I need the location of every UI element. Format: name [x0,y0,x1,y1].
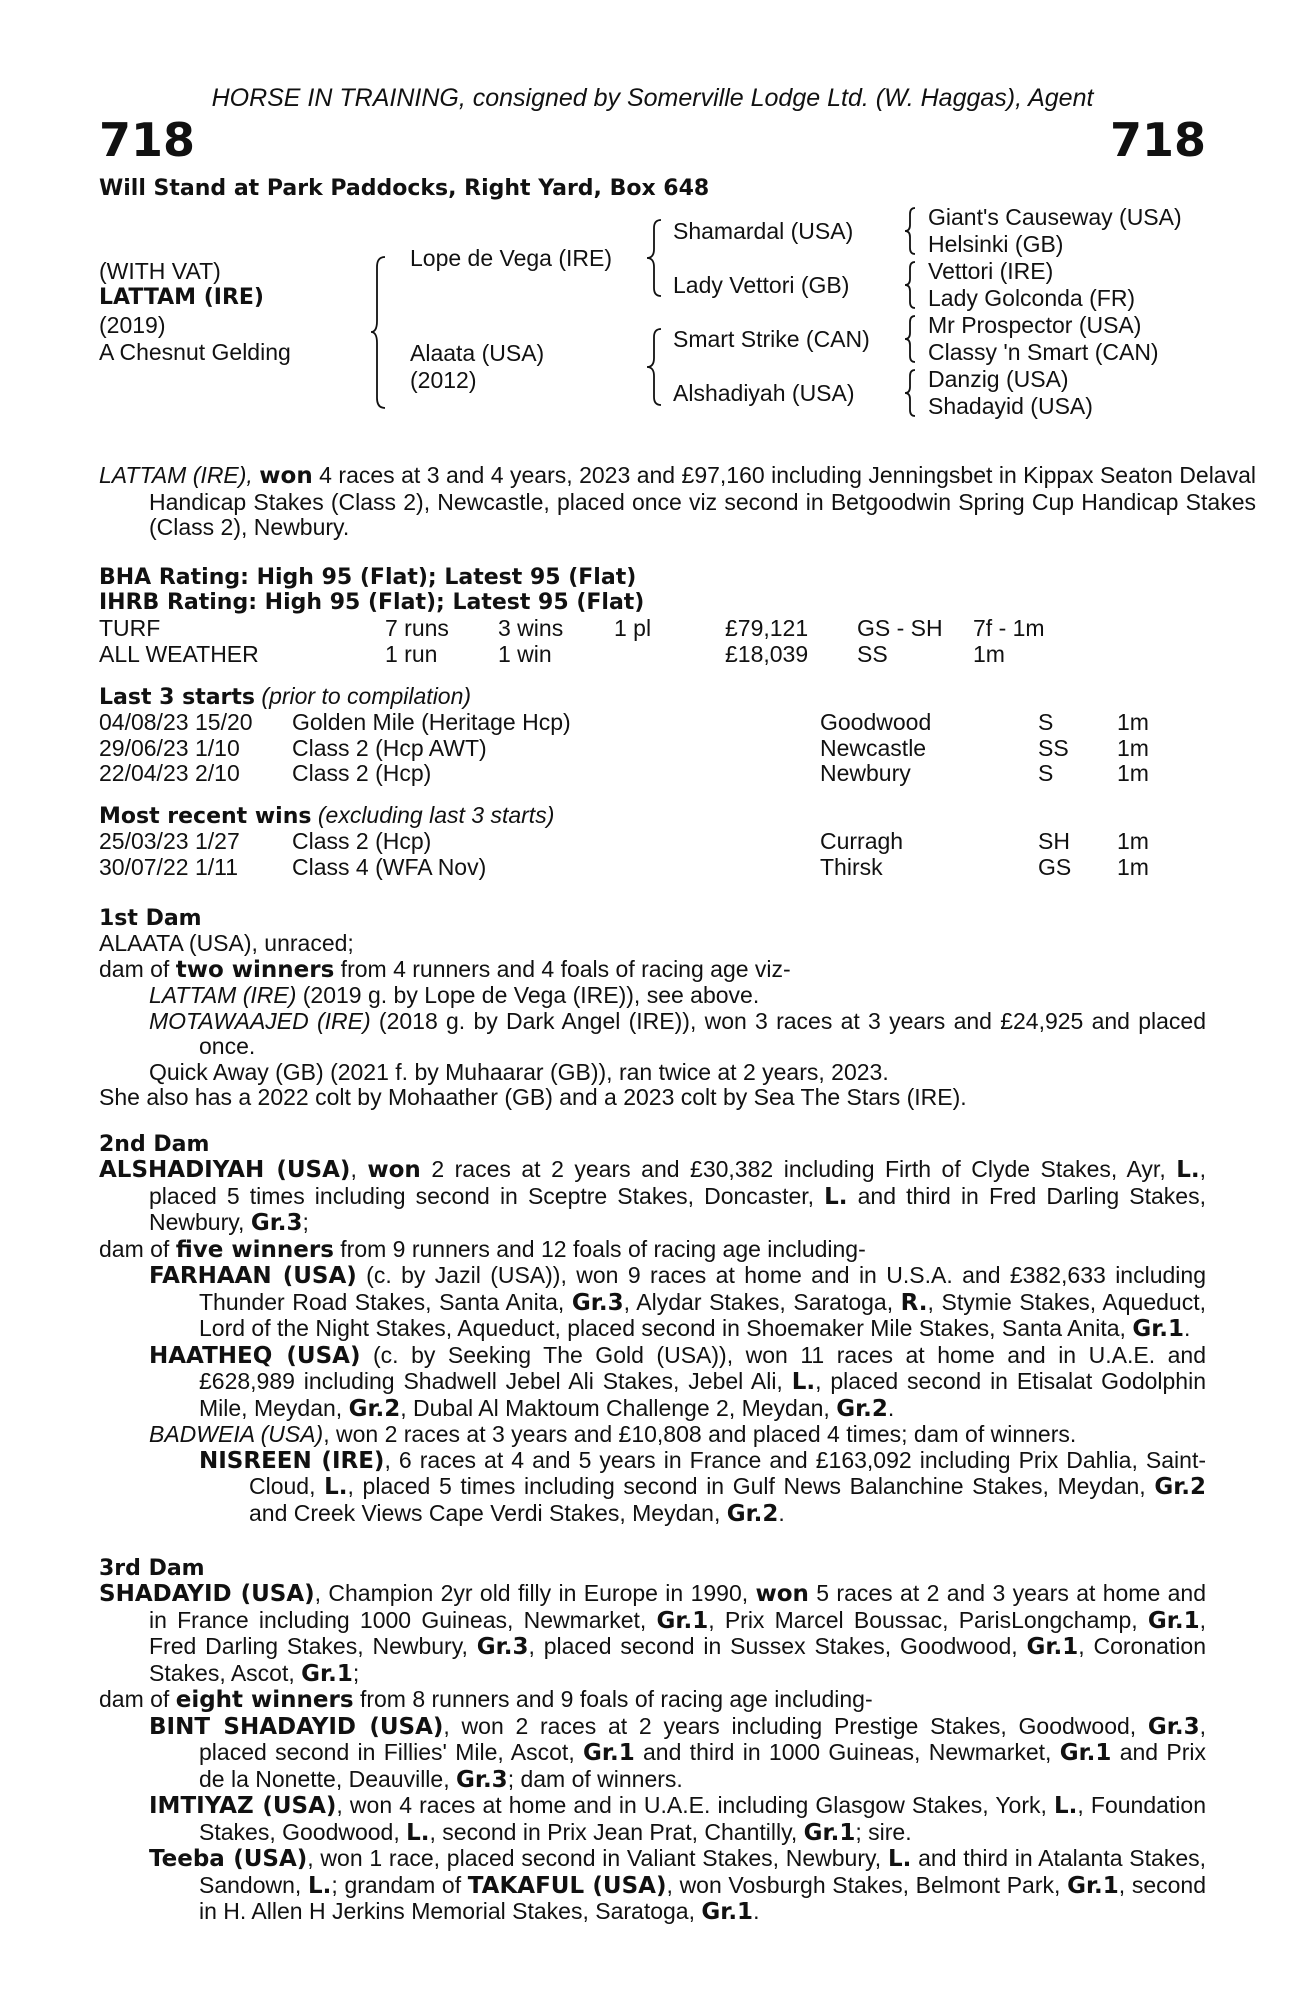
bha-rating: BHA Rating: High 95 (Flat); Latest 95 (Flat) [99,565,637,590]
table-row: 29/06/23 1/10 Class 2 (Hcp AWT) Newcastle SS 1m [99,734,1149,761]
pedigree-brace-g3 [905,314,921,364]
third-dam-record: SHADAYID (USA), Champion 2yr old filly in Europe in 1990, won 5 races at 2 and 3 years at home and in France including 1000 Guineas, Newmarket, Gr.1, Prix Marcel Boussac, ParisLongchamp, Gr.1, Fred Darling Stakes, Newbury, Gr.3, placed second in Sussex Stakes, Goodwood, Gr.1, Coronation Stakes, Ascot, Gr.1; [99,1580,1206,1687]
pedigree-brace-sire [647,218,667,298]
first-dam-line: ALAATA (USA), unraced; [99,930,354,956]
vat-note: (WITH VAT) [99,258,221,284]
lot-number-left: 718 [99,113,196,167]
pedigree-g7: Danzig (USA) [928,366,1069,392]
pedigree-brace-g1 [905,206,921,256]
list-item: LATTAM (IRE) (2019 g. by Lope de Vega (IRE)), see above. [149,982,760,1008]
list-item: HAATHEQ (USA) (c. by Seeking The Gold (USA)), won 11 races at home and in U.A.E. and £628,989 including Shadwell Jebel Ali Stakes, Jebel Ali, L., placed second in Etisalat Godolphin Mile, Meydan, Gr.2, Dubal Al Maktoum Challenge 2, Meydan, Gr.2. [149,1341,1206,1422]
table-row: 25/03/23 1/27 Class 2 (Hcp) Curragh SH 1m [99,828,1149,854]
list-item: NISREEN (IRE), 6 races at 4 and 5 years in France and £163,092 including Prix Dahlia, Saint-Cloud, L., placed 5 times including second in Gulf News Balanchine Stakes, Meydan, Gr.2 and Creek Views Cape Verdi Stakes, Meydan, Gr.2. [199,1446,1206,1527]
last-starts-table [99,710,1206,787]
first-dam-produce: dam of two winners from 4 runners and 4 foals of racing age viz- [99,955,791,983]
list-item: BINT SHADAYID (USA), won 2 races at 2 years including Prestige Stakes, Goodwood, Gr.3, placed second in Fillies' Mile, Ascot, Gr.1 and third in 1000 Guineas, Newmarket, Gr.1 and Prix de la Nonette, Deauville, Gr.3; dam of winners. [149,1712,1207,1793]
recent-wins-heading: Most recent wins (excluding last 3 starts) [99,802,555,829]
pedigree-g2: Helsinki (GB) [928,231,1064,257]
pedigree-g4: Lady Golconda (FR) [928,285,1136,311]
list-item: Teeba (USA), won 1 race, placed second in Valiant Stakes, Newbury, L. and third in Atalanta Stakes, Sandown, L.; grandam of TAKAFUL (USA), won Vosburgh Stakes, Belmont Park, Gr.1, second in H. Allen H Jerkins Memorial Stakes, Saratoga, Gr.1. [149,1845,1206,1925]
last-starts-heading: Last 3 starts (prior to compilation) [99,683,472,710]
table-row: ALL WEATHER 1 run 1 win £18,039 SS 1m [99,640,1005,667]
third-dam-section [99,1581,1206,1926]
pedigree-g1: Giant's Causeway (USA) [928,204,1182,230]
pedigree-sire-dam: Lady Vettori (GB) [673,272,850,298]
table-row: TURF 7 runs 3 wins 1 pl £79,121 GS - SH 7f - 1m [99,615,1045,641]
second-dam-heading: 2nd Dam [99,1132,210,1157]
first-dam-heading: 1st Dam [99,906,202,931]
horse-year: (2019) [99,312,166,338]
pedigree-g5: Mr Prospector (USA) [928,312,1142,338]
table-row: 30/07/22 1/11 Class 4 (WFA Nov) Thirsk GS 1m [99,853,1149,880]
table-row: 22/04/23 2/10 Class 2 (Hcp) Newbury S 1m [99,760,1149,786]
list-item: FARHAAN (USA) (c. by Jazil (USA)), won 9 races at home and in U.S.A. and £382,633 including Thunder Road Stakes, Santa Anita, Gr.3, Alydar Stakes, Saratoga, R., Stymie Stakes, Aqueduct, Lord of the Night Stakes, Aqueduct, placed second in Shoemaker Mile Stakes, Santa Anita, Gr.1. [149,1262,1206,1342]
pedigree-brace-g4 [905,368,921,418]
pedigree-dam: Alaata (USA) [410,340,545,366]
table-row: 04/08/23 15/20 Golden Mile (Heritage Hcp) Goodwood S 1m [99,709,1149,735]
list-item: IMTIYAZ (USA), won 4 races at home and in U.A.E. including Glasgow Stakes, York, L., Foundation Stakes, Goodwood, L., second in Prix Jean Prat, Chantilly, Gr.1; sire. [149,1792,1206,1846]
second-dam-section [99,1157,1206,1527]
first-dam-note: She also has a 2022 colt by Mohaather (GB) and a 2023 colt by Sea The Stars (IRE). [99,1084,967,1110]
second-dam-produce: dam of five winners from 9 runners and 12 foals of racing age including- [99,1235,866,1263]
first-dam-section [99,931,1206,1111]
ratings-table [99,616,1206,667]
pedigree-dam-dam: Alshadiyah (USA) [673,380,855,406]
race-summary: LATTAM (IRE), won 4 races at 3 and 4 years, 2023 and £97,160 including Jenningsbet in Kippax Seaton Delaval Handicap Stakes (Class 2), Newcastle, placed once viz second in Betgoodwin Spring Cup Handicap Stakes (Class 2), Newbury. [99,462,1257,540]
stand-location: Will Stand at Park Paddocks, Right Yard, Box 648 [99,176,710,201]
recent-wins-table [99,829,1206,880]
third-dam-produce: dam of eight winners from 8 runners and 9 foals of racing age including- [99,1686,873,1713]
pedigree-g8: Shadayid (USA) [928,393,1093,419]
pedigree-sire: Lope de Vega (IRE) [410,245,613,271]
consignment-line: HORSE IN TRAINING, consigned by Somerville Lodge Ltd. (W. Haggas), Agent [211,84,1094,112]
pedigree-brace-g2 [905,260,921,310]
pedigree-dam-year: (2012) [410,367,477,393]
list-item: BADWEIA (USA), won 2 races at 3 years and £10,808 and placed 4 times; dam of winners. [149,1421,1077,1447]
pedigree-g3: Vettori (IRE) [928,258,1054,284]
third-dam-heading: 3rd Dam [99,1556,205,1581]
pedigree-brace-main [371,255,391,410]
pedigree-sire-sire: Shamardal (USA) [673,218,854,244]
second-dam-record: ALSHADIYAH (USA), won 2 races at 2 years and £30,382 including Firth of Clyde Stakes, Ayr, L., placed 5 times including second in Sceptre Stakes, Doncaster, L. and third in Fred Darling Stakes, Newbury, Gr.3; [99,1156,1207,1236]
lot-number-right: 718 [1109,113,1206,167]
list-item: Quick Away (GB) (2021 f. by Muhaarar (GB)), ran twice at 2 years, 2023. [149,1058,889,1085]
pedigree-brace-dam [647,327,667,407]
pedigree-g6: Classy 'n Smart (CAN) [928,339,1159,365]
ihrb-rating: IHRB Rating: High 95 (Flat); Latest 95 (Flat) [99,590,645,615]
pedigree-dam-sire: Smart Strike (CAN) [673,326,870,352]
list-item: MOTAWAAJED (IRE) (2018 g. by Dark Angel (IRE)), won 3 races at 3 years and £24,925 and placed once. [149,1007,1206,1059]
horse-name: LATTAM (IRE) [99,285,264,310]
horse-description: A Chesnut Gelding [99,339,291,365]
